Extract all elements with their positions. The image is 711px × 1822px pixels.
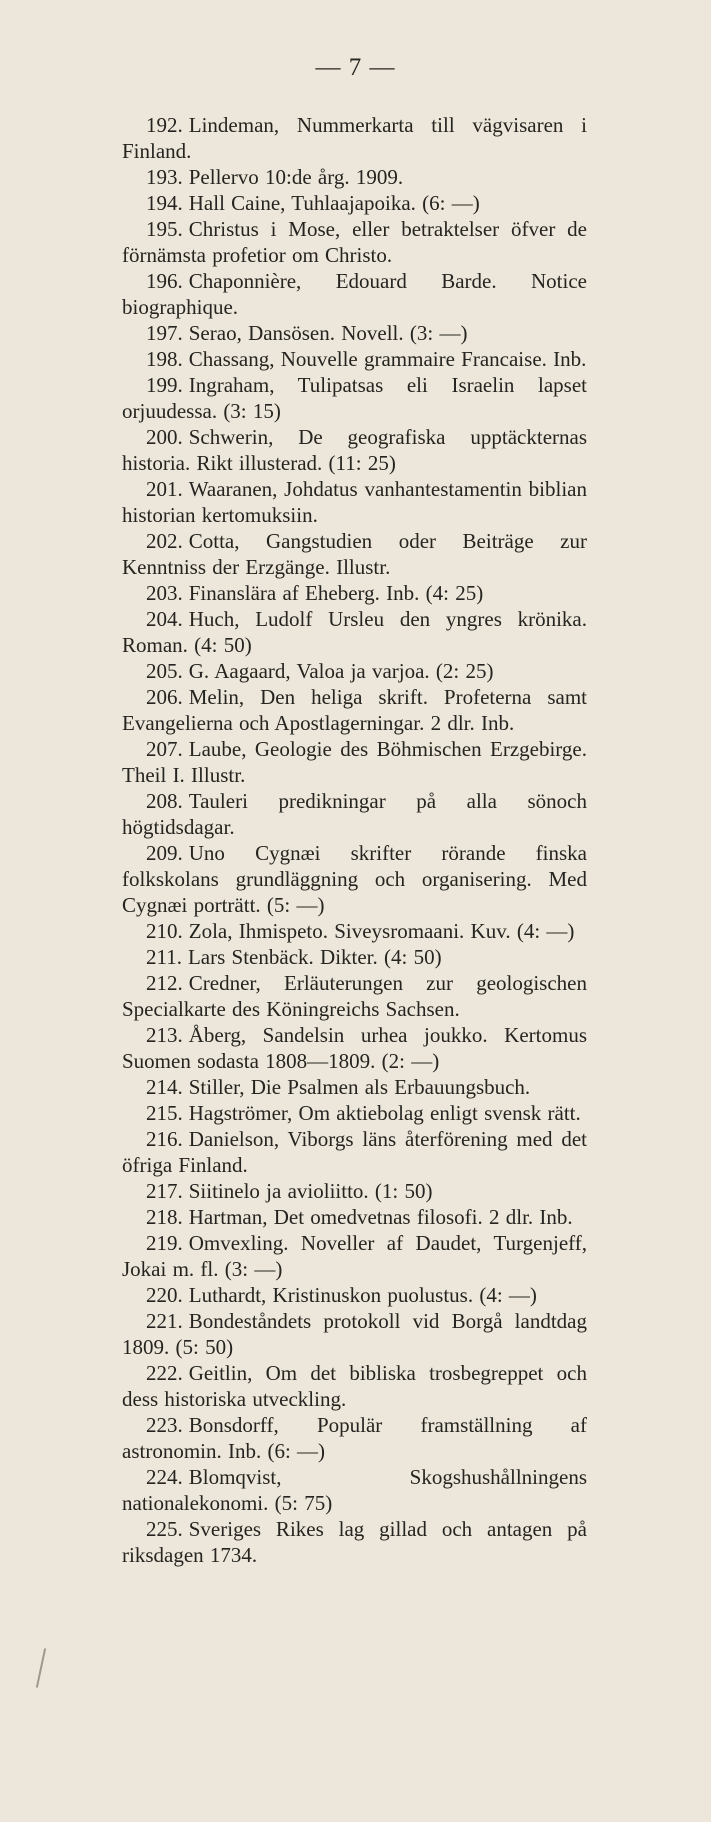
entry-text: Hall Caine, Tuhlaajapoika. (6: —) [188, 191, 480, 215]
entry-text: Lindeman, Nummerkarta till vägvisaren i Finland. [122, 113, 587, 163]
catalog-entry [122, 268, 587, 320]
catalog-entry [122, 112, 587, 164]
entry-text: Luthardt, Kristinuskon puolustus. (4: —) [188, 1283, 537, 1307]
entry-number: 222. [146, 1361, 183, 1385]
entry-number: 224. [146, 1465, 183, 1489]
entry-number: 220. [146, 1283, 183, 1307]
entry-number: 206. [146, 685, 183, 709]
catalog-entry [122, 216, 587, 268]
entry-text: Schwerin, De geografiska upptäckternas historia. Rikt illusterad. (11: 25) [122, 425, 587, 475]
catalog-entry [122, 1308, 587, 1360]
entry-number: 211. [146, 945, 182, 969]
catalog-entry [122, 1204, 587, 1230]
entry-text: Serao, Dansösen. Novell. (3: —) [188, 321, 468, 345]
entry-number: 196. [146, 269, 183, 293]
catalog-entry [122, 606, 587, 658]
catalog-entry [122, 1516, 587, 1568]
entry-number: 192. [146, 113, 183, 137]
catalog-entry [122, 1282, 587, 1308]
entry-number: 205. [146, 659, 183, 683]
entry-text: Hagströmer, Om aktiebolag enligt svensk rätt. [188, 1101, 581, 1125]
catalog-entry [122, 1178, 587, 1204]
entry-number: 197. [146, 321, 183, 345]
entry-number: 210. [146, 919, 183, 943]
entry-text: Waaranen, Johdatus vanhantestamentin biblian historian kertomuksiin. [122, 477, 587, 527]
catalog-entry [122, 372, 587, 424]
entry-text: G. Aagaard, Valoa ja varjoa. (2: 25) [188, 659, 494, 683]
catalog-entry [122, 346, 587, 372]
entry-number: 218. [146, 1205, 183, 1229]
entry-text: Credner, Erläuterungen zur geologischen Specialkarte des Köningreichs Sachsen. [122, 971, 587, 1021]
entry-text: Siitinelo ja avioliitto. (1: 50) [188, 1179, 433, 1203]
entry-text: Ingraham, Tulipatsas eli Israelin lapset orjuudessa. (3: 15) [122, 373, 587, 423]
entry-text: Tauleri predikningar på alla sönoch högtidsdagar. [122, 789, 587, 839]
entry-text: Hartman, Det omedvetnas filosofi. 2 dlr. Inb. [188, 1205, 573, 1229]
catalog-entry [122, 1230, 587, 1282]
entry-number: 200. [146, 425, 183, 449]
catalog-entry [122, 528, 587, 580]
entry-number: 212. [146, 971, 183, 995]
catalog-entry [122, 1074, 587, 1100]
catalog-entry [122, 164, 587, 190]
entry-text: Sveriges Rikes lag gillad och antagen på riksdagen 1734. [122, 1517, 587, 1567]
entry-text: Cotta, Gangstudien oder Beiträge zur Kenntniss der Erzgänge. Illustr. [122, 529, 587, 579]
catalog-list [122, 112, 587, 1568]
entry-text: Chaponnière, Edouard Barde. Notice biographique. [122, 269, 587, 319]
entry-number: 198. [146, 347, 183, 371]
entry-number: 215. [146, 1101, 183, 1125]
catalog-entry [122, 1412, 587, 1464]
entry-text: Zola, Ihmispeto. Siveysromaani. Kuv. (4: —) [188, 919, 575, 943]
entry-number: 207. [146, 737, 183, 761]
entry-number: 217. [146, 1179, 183, 1203]
entry-text: Chassang, Nouvelle grammaire Francaise. Inb. [188, 347, 587, 371]
catalog-entry [122, 476, 587, 528]
entry-number: 221. [146, 1309, 183, 1333]
catalog-entry [122, 684, 587, 736]
entry-number: 201. [146, 477, 183, 501]
catalog-entry [122, 1360, 587, 1412]
catalog-entry [122, 788, 587, 840]
catalog-entry [122, 944, 587, 970]
catalog-entry [122, 736, 587, 788]
entry-number: 216. [146, 1127, 183, 1151]
entry-number: 199. [146, 373, 183, 397]
catalog-entry [122, 918, 587, 944]
catalog-entry [122, 840, 587, 918]
entry-text: Pellervo 10:de årg. 1909. [188, 165, 404, 189]
entry-text: Finanslära af Eheberg. Inb. (4: 25) [188, 581, 484, 605]
catalog-entry [122, 658, 587, 684]
entry-number: 202. [146, 529, 183, 553]
catalog-entry [122, 424, 587, 476]
entry-text: Lars Stenbäck. Dikter. (4: 50) [187, 945, 442, 969]
catalog-entry [122, 1464, 587, 1516]
entry-text: Bondeståndets protokoll vid Borgå landtdag 1809. (5: 50) [122, 1309, 587, 1359]
entry-number: 219. [146, 1231, 183, 1255]
entry-text: Blomqvist, Skogshushållningens nationalekonomi. (5: 75) [122, 1465, 587, 1515]
entry-text: Uno Cygnæi skrifter rörande finska folkskolans grundläggning och organisering. Med Cygnæi porträtt. (5: —) [122, 841, 587, 917]
entry-number: 213. [146, 1023, 183, 1047]
entry-text: Melin, Den heliga skrift. Profeterna samt Evangelierna och Apostlagerningar. 2 dlr. Inb. [122, 685, 587, 735]
catalog-entry [122, 1100, 587, 1126]
entry-text: Danielson, Viborgs läns återförening med det öfriga Finland. [122, 1127, 587, 1177]
entry-number: 195. [146, 217, 183, 241]
entry-number: 214. [146, 1075, 183, 1099]
entry-number: 194. [146, 191, 183, 215]
catalog-entry [122, 1022, 587, 1074]
entry-text: Stiller, Die Psalmen als Erbauungsbuch. [188, 1075, 531, 1099]
entry-number: 203. [146, 581, 183, 605]
entry-text: Huch, Ludolf Ursleu den yngres krönika. Roman. (4: 50) [122, 607, 587, 657]
entry-number: 225. [146, 1517, 183, 1541]
entry-text: Omvexling. Noveller af Daudet, Turgenjeff, Jokai m. fl. (3: —) [122, 1231, 587, 1281]
entry-number: 204. [146, 607, 183, 631]
margin-mark [36, 1648, 46, 1688]
catalog-entry [122, 970, 587, 1022]
catalog-entry [122, 580, 587, 606]
entry-number: 209. [146, 841, 183, 865]
entry-text: Laube, Geologie des Böhmischen Erzgebirge. Theil I. Illustr. [122, 737, 587, 787]
entry-text: Christus i Mose, eller betraktelser öfver de förnämsta profetior om Christo. [122, 217, 587, 267]
catalog-entry [122, 190, 587, 216]
catalog-entry [122, 320, 587, 346]
entry-number: 193. [146, 165, 183, 189]
entry-number: 223. [146, 1413, 183, 1437]
entry-text: Åberg, Sandelsin urhea joukko. Kertomus Suomen sodasta 1808—1809. (2: —) [122, 1023, 587, 1073]
catalog-entry [122, 1126, 587, 1178]
page-number: — 7 — [315, 54, 396, 81]
entry-number: 208. [146, 789, 183, 813]
entry-text: Geitlin, Om det bibliska trosbegreppet och dess historiska utveckling. [122, 1361, 587, 1411]
entry-text: Bonsdorff, Populär framställning af astronomin. Inb. (6: —) [122, 1413, 587, 1463]
